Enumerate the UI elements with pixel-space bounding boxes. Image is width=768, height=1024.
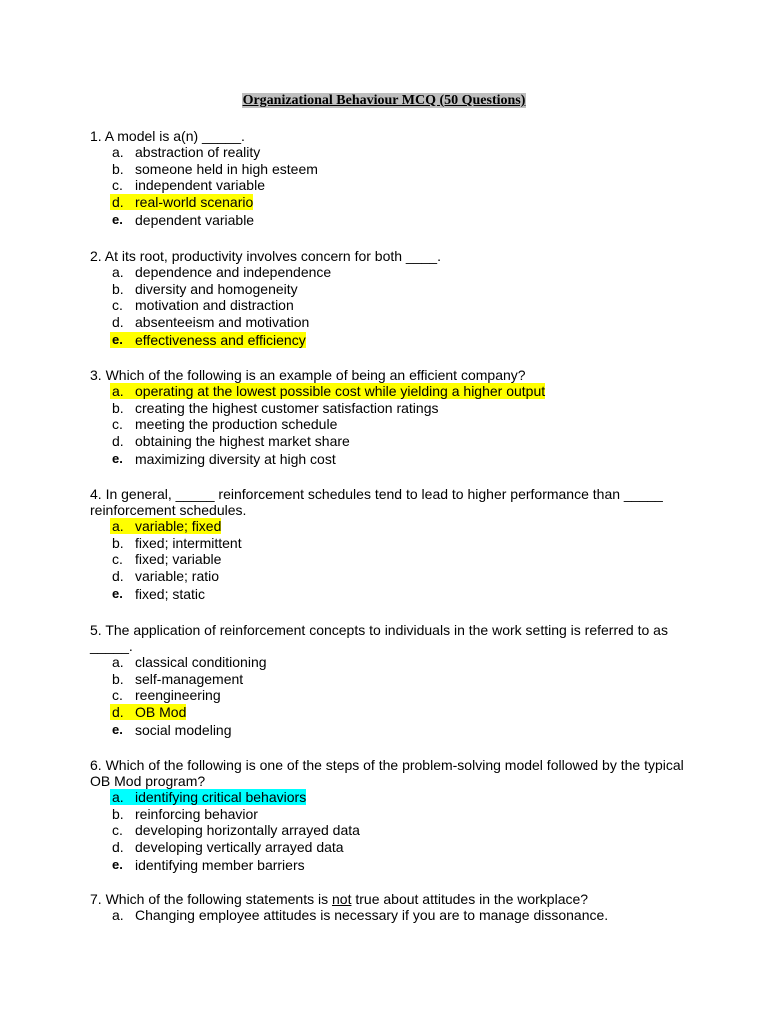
option-d: d. absenteeism and motivation: [112, 313, 310, 330]
question-7: [90, 891, 690, 924]
option-b: b. someone held in high esteem: [112, 160, 318, 177]
question-stem-line-2: reinforcement schedules.: [90, 502, 247, 518]
option-b: b. reinforcing behavior: [112, 805, 258, 822]
option-e: e. fixed; static: [112, 585, 206, 602]
option-a-highlighted: a. operating at the lowest possible cost while yielding a higher output: [112, 383, 546, 399]
option-d: d. variable; ratio: [112, 567, 220, 584]
question-4: [90, 486, 690, 602]
option-b: b. creating the highest customer satisfaction ratings: [112, 399, 439, 416]
option-a-highlighted: a. identifying critical behaviors: [112, 789, 307, 805]
question-6: [90, 757, 690, 873]
option-b: b. fixed; intermittent: [112, 534, 242, 551]
question-stem-line-1: 5. The application of reinforcement concepts to individuals in the work setting is referred to as: [90, 622, 668, 638]
option-c: c. meeting the production schedule: [112, 416, 338, 432]
option-b: b. diversity and homogeneity: [112, 280, 298, 297]
option-a: a. dependence and independence: [112, 264, 332, 280]
question-5: [90, 622, 690, 738]
option-b: b. self-management: [112, 670, 244, 687]
question-stem: 7. Which of the following statements is not true about attitudes in the workplace?: [90, 891, 589, 907]
question-stem-line-1: 6. Which of the following is one of the steps of the problem-solving model followed by the typical: [90, 757, 684, 773]
option-d: d. obtaining the highest market share: [112, 432, 350, 449]
option-e: e. identifying member barriers: [112, 856, 305, 873]
option-a: a. abstraction of reality: [112, 144, 261, 160]
option-c: c. fixed; variable: [112, 551, 222, 567]
document-title: Organizational Behaviour MCQ (50 Questions): [242, 93, 526, 108]
question-1: [90, 128, 690, 228]
question-2: [90, 248, 690, 348]
question-stem-line-1: 4. In general, _____ reinforcement schedules tend to lead to higher performance than _____: [90, 486, 663, 502]
question-3: [90, 367, 690, 467]
question-stem-line-2: OB Mod program?: [90, 773, 206, 789]
option-d: d. developing vertically arrayed data: [112, 838, 344, 855]
option-c: c. reengineering: [112, 687, 221, 703]
question-stem: 3. Which of the following is an example of being an efficient company?: [90, 367, 526, 383]
question-stem: 2. At its root, productivity involves concern for both ____.: [90, 248, 441, 264]
option-d-highlighted: d. OB Mod: [112, 703, 187, 720]
question-stem-line-2: _____.: [90, 638, 133, 654]
option-c: c. independent variable: [112, 177, 265, 193]
option-a-highlighted: a. variable; fixed: [112, 518, 222, 534]
option-e-highlighted: e. effectiveness and efficiency: [112, 331, 306, 348]
emphasis-underline: not: [332, 891, 352, 907]
option-a: a. classical conditioning: [112, 654, 267, 670]
option-e: e. social modeling: [112, 721, 232, 738]
option-e: e. maximizing diversity at high cost: [112, 450, 336, 467]
option-a: a. Changing employee attitudes is necessary if you are to manage dissonance.: [112, 907, 609, 923]
option-c: c. motivation and distraction: [112, 297, 294, 313]
option-e: e. dependent variable: [112, 211, 255, 228]
option-c: c. developing horizontally arrayed data: [112, 822, 360, 838]
question-stem: 1. A model is a(n) _____.: [90, 128, 245, 144]
option-d-highlighted: d. real-world scenario: [112, 193, 254, 210]
